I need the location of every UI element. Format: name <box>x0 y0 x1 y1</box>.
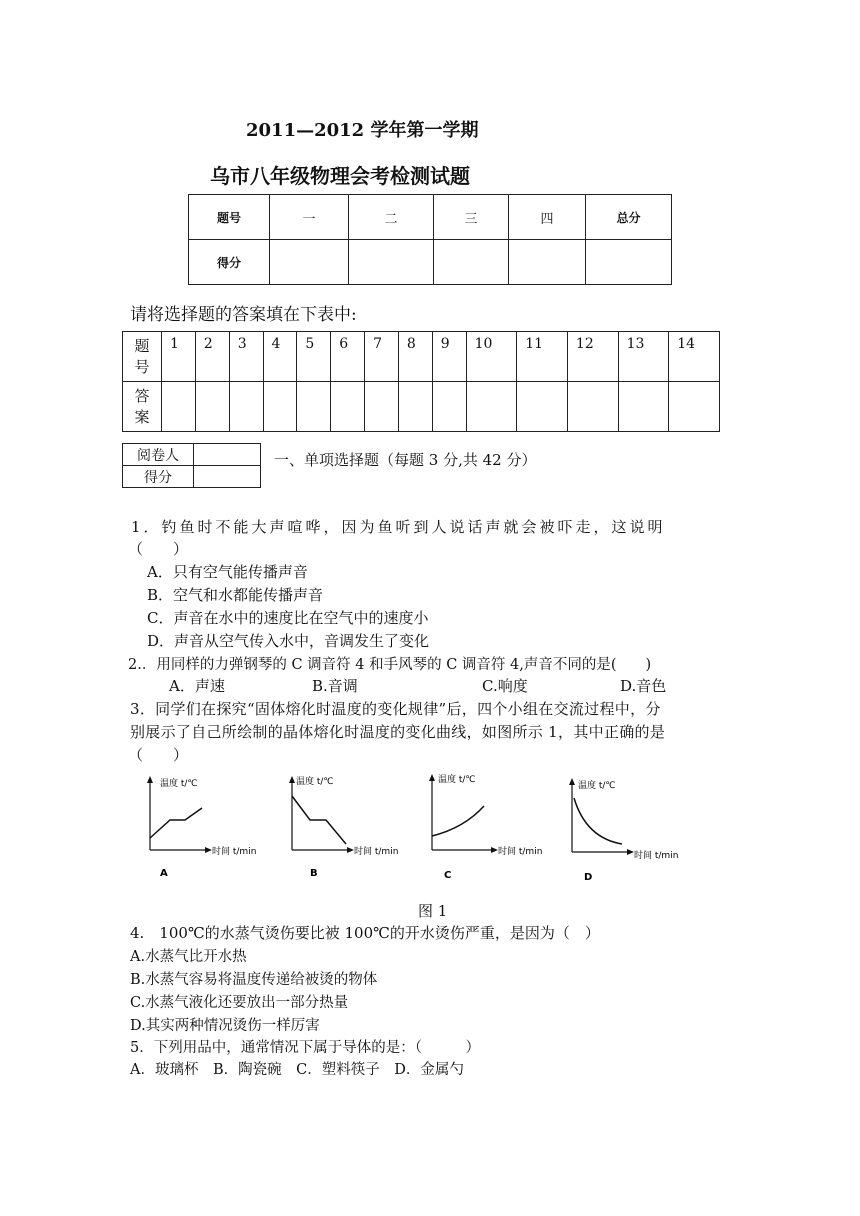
score-table-score-row <box>189 240 672 285</box>
question-number-cell: 9 <box>432 332 466 382</box>
question-3-line-1: 3．同学们在探究“固体熔化时温度的变化规律”后，四个小组在交流过程中，分 <box>130 700 661 718</box>
exam-title: 乌市八年级物理会考检测试题 <box>210 164 470 188</box>
graph-d-label: D <box>584 872 593 883</box>
answer-cell[interactable] <box>365 382 399 432</box>
score-row-label: 得分 <box>189 240 270 285</box>
graph-b-y-label: 温度 t/℃ <box>296 777 334 787</box>
question-1-option-c: C．声音在水中的速度比在空气中的速度小 <box>147 609 429 627</box>
grader-box <box>122 443 261 488</box>
question-1-stem: 1．钓鱼时不能大声喧哗，因为鱼听到人说话声就会被吓走，这说明 <box>131 518 666 536</box>
graph-a-x-label: 时间 t/min <box>212 847 257 857</box>
graph-d-curve <box>574 798 622 844</box>
answer-row-label: 答 案 <box>123 382 162 432</box>
answer-cell[interactable] <box>618 382 669 432</box>
answer-cell[interactable] <box>398 382 432 432</box>
question-number-cell: 12 <box>567 332 618 382</box>
question-number-cell: 10 <box>466 332 517 382</box>
question-number-cell: 2 <box>195 332 229 382</box>
answer-cell[interactable] <box>331 382 365 432</box>
score-header-cell: 二 <box>349 195 434 240</box>
graph-c-label: C <box>444 870 452 881</box>
score-cell[interactable] <box>434 240 509 285</box>
answer-cell[interactable] <box>669 382 720 432</box>
answer-number-row <box>123 332 720 382</box>
answer-cell[interactable] <box>162 382 196 432</box>
graph-d <box>566 776 706 886</box>
question-2-option-d: D.音色 <box>620 677 667 695</box>
score-cell[interactable] <box>509 240 586 285</box>
question-number-cell: 5 <box>297 332 331 382</box>
question-4-option-b: B.水蒸气容易将温度传递给被烫的物体 <box>130 972 378 988</box>
score-header-cell: 题号 <box>189 195 270 240</box>
reviewer-cell[interactable] <box>194 444 261 466</box>
question-1-option-b: B．空气和水都能传播声音 <box>147 586 324 604</box>
question-3-line-2: 别展示了自己所绘制的晶体熔化时温度的变化曲线，如图所示 1，其中正确的是 <box>130 723 666 741</box>
question-number-cell: 4 <box>263 332 297 382</box>
answer-cell[interactable] <box>297 382 331 432</box>
answer-instruction: 请将选择题的答案填在下表中: <box>130 305 357 325</box>
answer-cell[interactable] <box>263 382 297 432</box>
question-3-paren: （ ） <box>128 746 189 764</box>
question-5-options: A．玻璃杯 B．陶瓷碗 C．塑料筷子 D．金属勺 <box>130 1062 464 1078</box>
graph-c <box>424 772 564 882</box>
score-table-header-row <box>189 195 672 240</box>
answer-cell[interactable] <box>432 382 466 432</box>
answer-cell[interactable] <box>567 382 618 432</box>
score-header-cell: 总分 <box>586 195 672 240</box>
question-4-stem: 4. 100℃的水蒸气烫伤要比被 100℃的开水烫伤严重，是因为（ ） <box>130 924 600 942</box>
graph-b-curve <box>292 796 346 844</box>
graph-a-y-label: 温度 t/℃ <box>160 779 198 789</box>
score-header-cell: 四 <box>509 195 586 240</box>
reviewer-label: 阅卷人 <box>123 444 194 466</box>
question-number-cell: 1 <box>162 332 196 382</box>
graph-a-curve <box>150 808 202 838</box>
question-4-option-d: D.其实两种情况烫伤一样厉害 <box>130 1018 320 1034</box>
question-1-paren: （ ） <box>128 540 189 558</box>
graph-a-label: A <box>160 868 168 879</box>
graph-a <box>140 776 280 886</box>
answer-cell[interactable] <box>195 382 229 432</box>
graph-b-label: B <box>310 868 318 879</box>
answer-cell[interactable] <box>466 382 517 432</box>
score-header-cell: 一 <box>270 195 349 240</box>
question-1-option-a: A．只有空气能传播声音 <box>147 563 308 581</box>
question-number-cell: 3 <box>229 332 263 382</box>
score-cell[interactable] <box>270 240 349 285</box>
question-5-stem: 5．下列用品中，通常情况下属于导体的是：（ ） <box>130 1040 480 1056</box>
graph-d-y-label: 温度 t/℃ <box>578 781 616 791</box>
graph-c-x-label: 时间 t/min <box>498 847 543 857</box>
graph-b-x-label: 时间 t/min <box>354 847 399 857</box>
answer-cell[interactable] <box>229 382 263 432</box>
question-2-option-a: A．声速 <box>169 677 225 695</box>
grader-score-cell[interactable] <box>194 466 261 488</box>
question-number-cell: 14 <box>669 332 720 382</box>
question-2-option-c: C.响度 <box>482 677 528 695</box>
answer-table <box>122 331 720 432</box>
graph-b <box>282 776 422 886</box>
section-heading: 一、单项选择题（每题 3 分,共 42 分） <box>274 451 537 469</box>
question-4-option-c: C.水蒸气液化还要放出一部分热量 <box>130 995 349 1011</box>
question-2-option-b: B.音调 <box>312 677 358 695</box>
score-cell[interactable] <box>349 240 434 285</box>
score-table <box>188 194 672 285</box>
question-number-cell: 8 <box>398 332 432 382</box>
question-number-cell: 6 <box>331 332 365 382</box>
graph-c-curve <box>432 806 484 836</box>
question-4-option-a: A.水蒸气比开水热 <box>130 949 247 965</box>
answer-row-label: 题 号 <box>123 332 162 382</box>
score-cell[interactable] <box>586 240 672 285</box>
graph-c-y-label: 温度 t/℃ <box>438 775 476 785</box>
answer-fill-row <box>123 382 720 432</box>
grader-score-label: 得分 <box>123 466 194 488</box>
answer-cell[interactable] <box>517 382 568 432</box>
score-header-cell: 三 <box>434 195 509 240</box>
graph-d-x-label: 时间 t/min <box>634 851 679 861</box>
question-2-stem: 2.．用同样的力弹钢琴的 C 调音符 4 和手风琴的 C 调音符 4,声音不同的是( ) <box>128 657 652 673</box>
question-1-option-d: D．声音从空气传入水中，音调发生了变化 <box>147 632 430 650</box>
question-number-cell: 13 <box>618 332 669 382</box>
exam-title-year: 2011—2012 学年第一学期 <box>246 120 479 141</box>
figure-caption: 图 1 <box>418 902 448 920</box>
question-number-cell: 7 <box>365 332 399 382</box>
question-number-cell: 11 <box>517 332 568 382</box>
